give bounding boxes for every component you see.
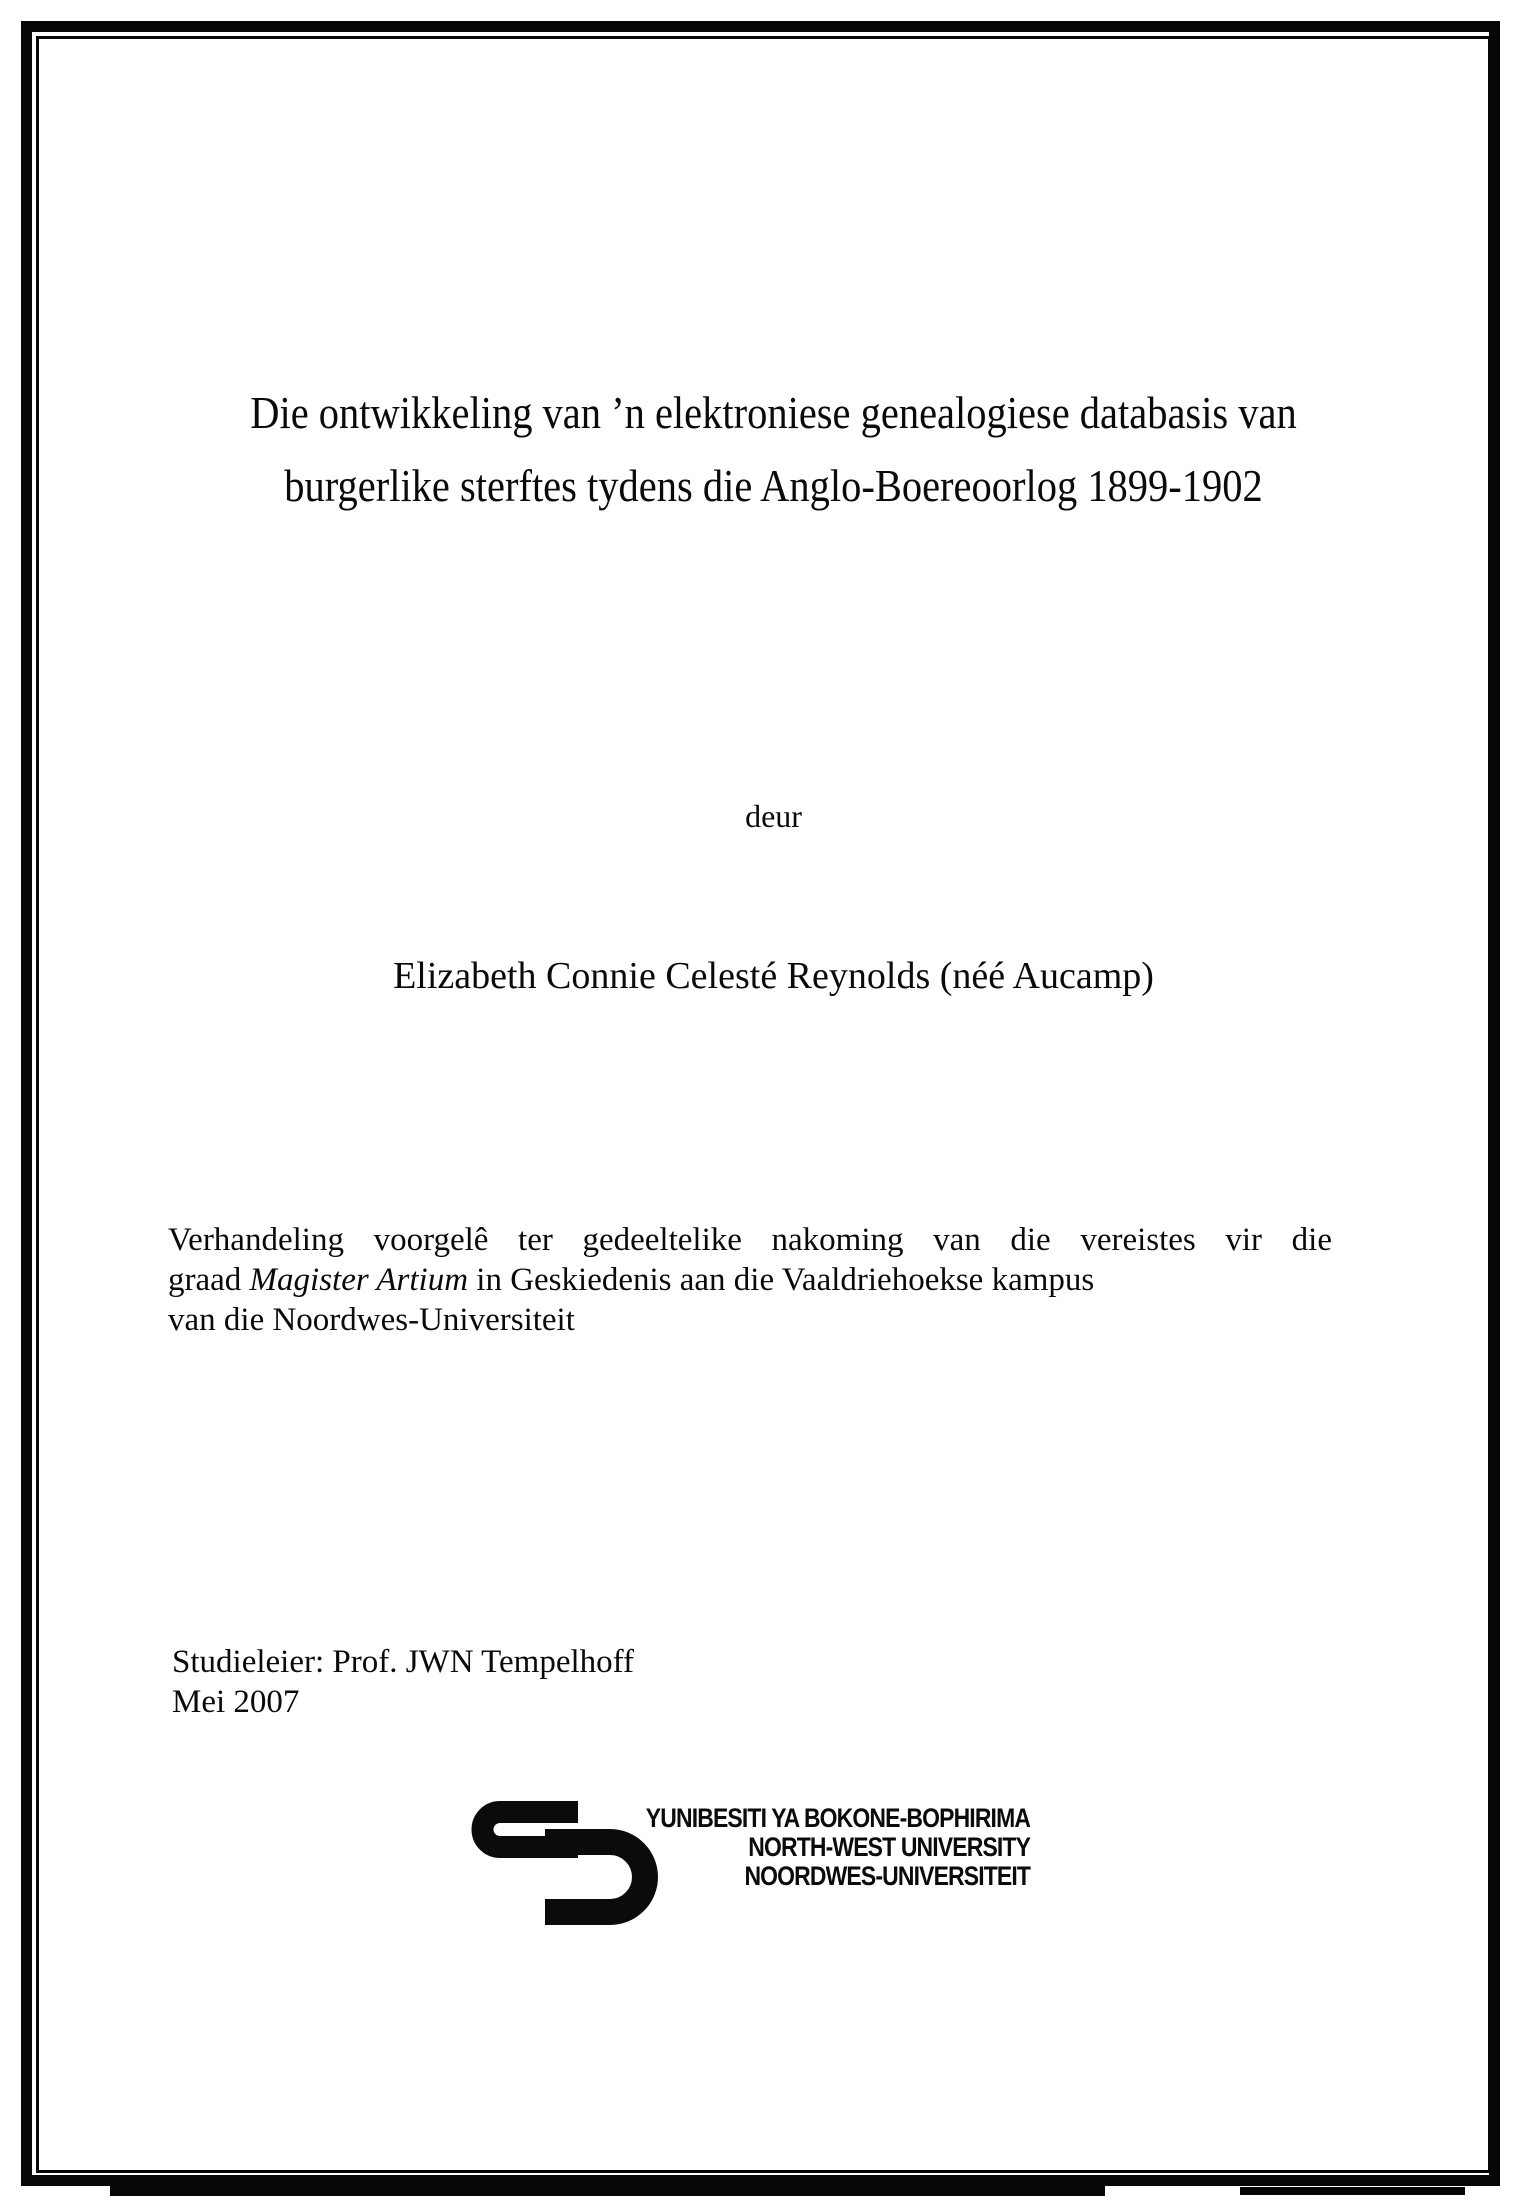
submission-line-2-prefix: graad (168, 1262, 250, 1298)
nwu-logo-icon (470, 1798, 660, 1925)
author-name: Elizabeth Connie Celesté Reynolds (néé Aucamp) (393, 955, 1154, 997)
title-line-1: Die ontwikkeling van ’n elektroniese genealogiese databasis van (250, 387, 1297, 438)
submission-line-1: Verhandeling voorgelê ter gedeeltelike nakoming van die vereistes vir die (168, 1222, 1332, 1258)
submission-line-2-suffix: in Geskiedenis aan die Vaaldriehoekse kampus (468, 1262, 1095, 1298)
submission-line-2 (168, 1260, 1332, 1300)
degree-name: Magister Artium (249, 1262, 469, 1298)
thesis-title (20, 376, 1527, 522)
title-line-2: burgerlike sterftes tydens die Anglo-Boereoorlog 1899-1902 (284, 460, 1263, 511)
university-logo (470, 1796, 1030, 1936)
scan-artifact-bottom-strip-right (1240, 2187, 1465, 2195)
supervisor-line: Studieleier: Prof. JWN Tempelhoff (172, 1644, 635, 1680)
university-logo-text (646, 1804, 1030, 1891)
date-line: Mei 2007 (172, 1684, 300, 1720)
supervisor-block (172, 1642, 634, 1722)
logo-text-english: NORTH-WEST UNIVERSITY (748, 1832, 1030, 1862)
logo-text-setswana: YUNIBESITI YA BOKONE-BOPHIRIMA (645, 1803, 1030, 1833)
byline-deur: deur (745, 798, 802, 834)
scan-artifact-bottom-strip (110, 2186, 1105, 2196)
submission-statement (168, 1220, 1332, 1340)
logo-text-afrikaans: NOORDWES-UNIVERSITEIT (744, 1861, 1030, 1891)
submission-line-3: van die Noordwes-Universiteit (168, 1302, 575, 1338)
